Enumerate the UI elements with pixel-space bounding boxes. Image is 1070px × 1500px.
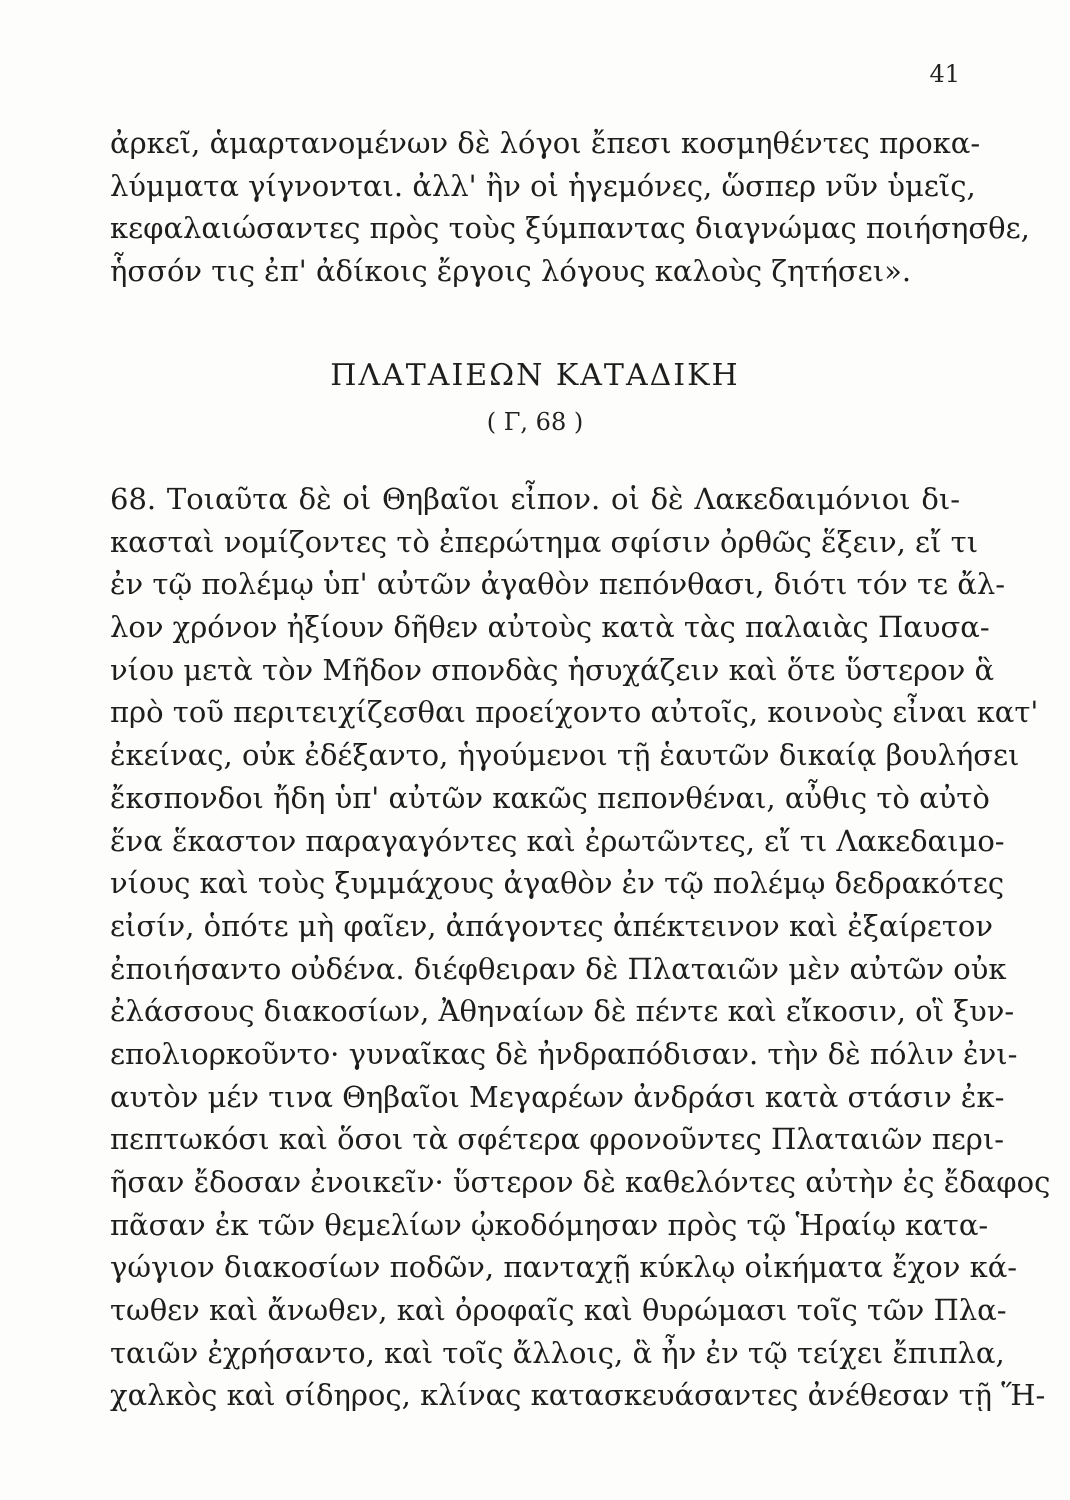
section-title: ΠΛΑΤΑΙΕΩΝ ΚΑΤΑΔΙΚΗ: [330, 358, 740, 393]
main-paragraph: [110, 478, 1051, 1417]
text-line: πεπτωκόσι καὶ ὅσοι τὰ σφέτερα φρονοῦντες Πλαταιῶν περι-: [110, 1122, 1005, 1157]
text-line: εἰσίν, ὁπότε μὴ φαῖεν, ἀπάγοντες ἀπέκτεινον καὶ ἐξαίρετον: [110, 908, 994, 943]
text-line: επολιορκοῦντο· γυναῖκας δὲ ἠνδραπόδισαν. τὴν δὲ πόλιν ἐνι-: [110, 1036, 1018, 1071]
text-line: κασταὶ νομίζοντες τὸ ἐπερώτημα σφίσιν ὀρθῶς ἕξειν, εἴ τι: [110, 524, 979, 559]
text-line: ἔκσπονδοι ἤδη ὑπ' αὐτῶν κακῶς πεπονθέναι, αὖθις τὸ αὐτὸ: [110, 780, 990, 815]
text-line: ἐκείνας, οὐκ ἐδέξαντο, ἡγούμενοι τῇ ἑαυτῶν δικαίᾳ βουλήσει: [110, 738, 1020, 773]
section-reference: ( Γ, 68 ): [486, 408, 584, 436]
text-line: νίους καὶ τοὺς ξυμμάχους ἀγαθὸν ἐν τῷ πολέμῳ δεδρακότες: [110, 866, 1005, 901]
text-line: τωθεν καὶ ἄνωθεν, καὶ ὀροφαῖς καὶ θυρώμασι τοῖς τῶν Πλα-: [110, 1293, 1007, 1328]
text-line: ταιῶν ἐχρήσαντο, καὶ τοῖς ἄλλοις, ἃ ἦν ἐν τῷ τείχει ἔπιπλα,: [110, 1335, 1005, 1370]
text-line: πᾶσαν ἐκ τῶν θεμελίων ᾠκοδόμησαν πρὸς τῷ Ἡραίῳ κατα-: [110, 1207, 989, 1242]
text-line: κεφαλαιώσαντες πρὸς τοὺς ξύμπαντας διαγνώμας ποιήσησθε,: [110, 211, 1030, 246]
text-line: λύμματα γίγνονται. ἀλλ' ἢν οἱ ἡγεμόνες, ὥσπερ νῦν ὑμεῖς,: [110, 168, 976, 203]
text-line: ἐποιήσαντο οὐδένα. διέφθειραν δὲ Πλαταιῶν μὲν αὐτῶν οὐκ: [110, 951, 1007, 986]
page-number: 41: [929, 60, 960, 88]
text-line: νίου μετὰ τὸν Μῆδον σπονδὰς ἡσυχάζειν καὶ ὅτε ὕστερον ἃ: [110, 652, 995, 687]
text-line: ἐλάσσους διακοσίων, Ἀθηναίων δὲ πέντε καὶ εἴκοσιν, οἳ ξυν-: [110, 994, 1015, 1029]
text-line: ἐν τῷ πολέμῳ ὑπ' αὐτῶν ἀγαθὸν πεπόνθασι, διότι τόν τε ἄλ-: [110, 567, 1006, 602]
text-line: ῆσαν ἔδοσαν ἐνοικεῖν· ὕστερον δὲ καθελόντες αὐτὴν ἐς ἔδαφος: [110, 1165, 1051, 1199]
intro-paragraph: [110, 122, 1030, 293]
text-line: ἕνα ἕκαστον παραγαγόντες καὶ ἐρωτῶντες, εἴ τι Λακεδαιμο-: [110, 823, 1005, 858]
text-line: 68. Τοιαῦτα δὲ οἱ Θηβαῖοι εἶπον. οἱ δὲ Λακεδαιμόνιοι δι-: [110, 482, 960, 516]
text-line: πρὸ τοῦ περιτειχίζεσθαι προείχοντο αὐτοῖς, κοινοὺς εἶναι κατ': [110, 695, 1039, 730]
text-line: χαλκὸς καὶ σίδηρος, κλίνας κατασκευάσαντες ἀνέθεσαν τῇ Ἥ-: [110, 1378, 1046, 1413]
text-line: αυτὸν μέν τινα Θηβαῖοι Μεγαρέων ἀνδράσι κατὰ στάσιν ἐκ-: [110, 1079, 1005, 1114]
text-line: ἧσσόν τις ἐπ' ἀδίκοις ἔργοις λόγους καλοὺς ζητήσει».: [110, 254, 912, 289]
text-line: γώγιον διακοσίων ποδῶν, πανταχῇ κύκλῳ οἰκήματα ἔχον κά-: [110, 1250, 1018, 1285]
text-line: λον χρόνον ἠξίουν δῆθεν αὐτοὺς κατὰ τὰς παλαιὰς Παυσα-: [110, 610, 990, 645]
text-line: ἀρκεῖ, ἁμαρτανομένων δὲ λόγοι ἔπεσι κοσμηθέντες προκα-: [110, 126, 981, 160]
